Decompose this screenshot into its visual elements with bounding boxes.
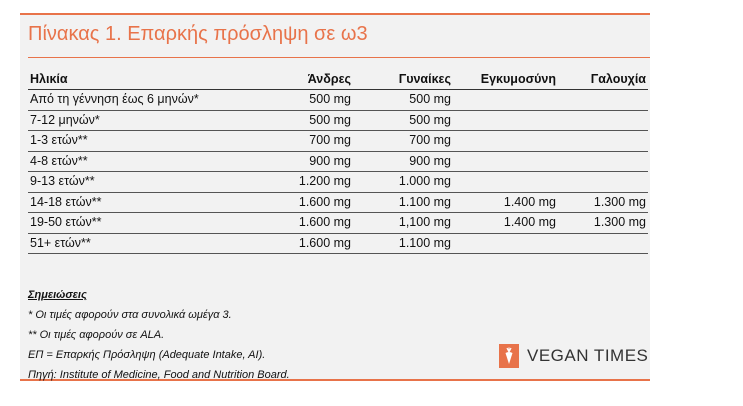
vegan-times-logo (499, 344, 648, 368)
title-divider (28, 57, 650, 58)
cell-lactation (558, 110, 648, 131)
cell-lactation (558, 131, 648, 152)
note-line: Πηγή: Institute of Medicine, Food and Nutrition Board. (28, 369, 290, 381)
cell-pregnancy (453, 233, 558, 254)
header-pregnancy: Εγκυμοσύνη (453, 69, 558, 90)
cell-women: 500 mg (353, 90, 453, 111)
table-title: Πίνακας 1. Επαρκής πρόσληψη σε ω3 (28, 23, 368, 45)
table-row (28, 172, 648, 193)
cell-pregnancy (453, 110, 558, 131)
notes-heading: Σημειώσεις (28, 289, 87, 301)
cell-lactation: 1.300 mg (558, 192, 648, 213)
cell-age: 7-12 μηνών* (28, 110, 268, 131)
cell-pregnancy: 1.400 mg (453, 192, 558, 213)
cell-women: 1.100 mg (353, 233, 453, 254)
table-row (28, 213, 648, 234)
cell-men: 1.600 mg (268, 213, 353, 234)
document-panel (20, 13, 650, 381)
header-men: Άνδρες (268, 69, 353, 90)
cell-women: 1.100 mg (353, 192, 453, 213)
cell-women: 900 mg (353, 151, 453, 172)
header-lactation: Γαλουχία (558, 69, 648, 90)
cell-men: 500 mg (268, 90, 353, 111)
cell-pregnancy (453, 131, 558, 152)
cell-men: 900 mg (268, 151, 353, 172)
cell-age: 14-18 ετών** (28, 192, 268, 213)
cell-age: Από τη γέννηση έως 6 μηνών* (28, 90, 268, 111)
cell-men: 1.600 mg (268, 192, 353, 213)
cell-men: 1.600 mg (268, 233, 353, 254)
cell-women: 700 mg (353, 131, 453, 152)
table-row (28, 192, 648, 213)
cell-lactation: 1.300 mg (558, 213, 648, 234)
cell-lactation (558, 90, 648, 111)
cell-men: 700 mg (268, 131, 353, 152)
note-line: ΕΠ = Επαρκής Πρόσληψη (Adequate Intake, AI). (28, 349, 266, 361)
cell-age: 4-8 ετών** (28, 151, 268, 172)
cell-pregnancy (453, 90, 558, 111)
cell-pregnancy (453, 151, 558, 172)
table-row (28, 151, 648, 172)
cell-men: 1.200 mg (268, 172, 353, 193)
header-women: Γυναίκες (353, 69, 453, 90)
cell-women: 500 mg (353, 110, 453, 131)
cell-lactation (558, 233, 648, 254)
table-header-row (28, 69, 648, 90)
note-line: ** Οι τιμές αφορούν σε ALA. (28, 329, 165, 341)
cell-pregnancy: 1.400 mg (453, 213, 558, 234)
cell-age: 51+ ετών** (28, 233, 268, 254)
cell-lactation (558, 172, 648, 193)
cell-pregnancy (453, 172, 558, 193)
cell-lactation (558, 151, 648, 172)
cell-age: 9-13 ετών** (28, 172, 268, 193)
cell-women: 1.000 mg (353, 172, 453, 193)
logo-text: VEGAN TIMES (527, 346, 649, 365)
table-row (28, 131, 648, 152)
carrot-icon (499, 344, 519, 368)
cell-age: 19-50 ετών** (28, 213, 268, 234)
header-age: Ηλικία (28, 69, 268, 90)
cell-women: 1,100 mg (353, 213, 453, 234)
table-row (28, 233, 648, 254)
cell-age: 1-3 ετών** (28, 131, 268, 152)
note-line: * Οι τιμές αφορούν στα συνολικά ωμέγα 3. (28, 309, 232, 321)
cell-men: 500 mg (268, 110, 353, 131)
notes-section (28, 285, 290, 385)
table-row (28, 90, 648, 111)
table-row (28, 110, 648, 131)
intake-table (28, 69, 648, 254)
